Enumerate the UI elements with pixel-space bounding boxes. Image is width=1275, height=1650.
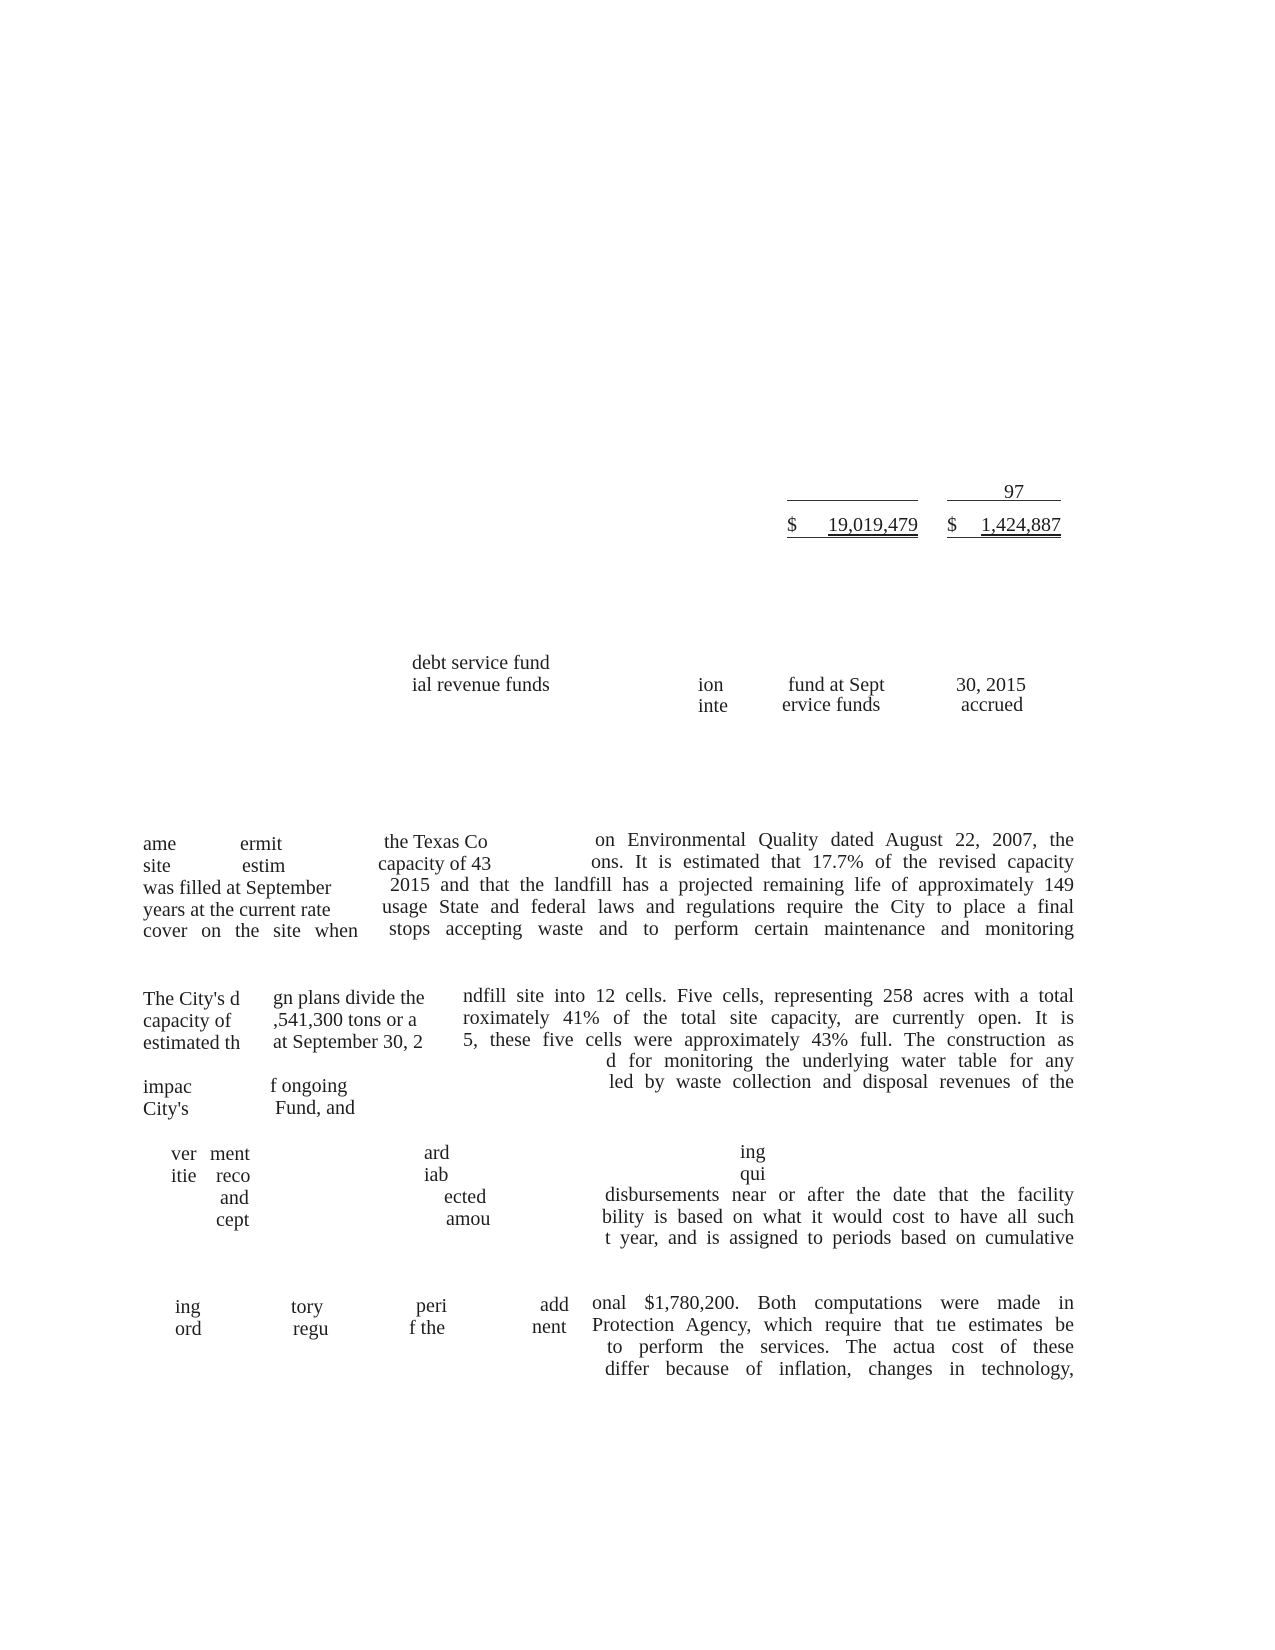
text-fragment: disbursements near or after the date that the facility — [605, 1184, 1074, 1206]
text-fragment: usage State and federal laws and regulations require the City to place a final — [382, 896, 1074, 918]
text-fragment: years at the current rate — [143, 899, 331, 921]
text-fragment: capacity of — [143, 1010, 232, 1032]
text-fragment: ord — [175, 1318, 202, 1340]
text-fragment: the Texas Co — [384, 831, 488, 853]
text-fragment: peri — [416, 1295, 448, 1317]
text-fragment: t year, and is assigned to periods based on cumulative — [605, 1227, 1074, 1249]
text-fragment: ame — [143, 833, 177, 855]
text-fragment: was filled at September — [143, 877, 332, 899]
text-fragment: cept — [216, 1209, 250, 1231]
text-fragment: ard — [424, 1142, 450, 1164]
text-fragment: estim — [242, 855, 286, 877]
text-fragment: ment — [210, 1143, 250, 1165]
currency-symbol-col2: $ — [947, 514, 957, 536]
text-fragment: site — [143, 855, 171, 877]
text-fragment: The City's d — [143, 988, 240, 1010]
text-fragment: led by waste collection and disposal revenues of the — [609, 1071, 1074, 1093]
table-total-col1: 19,019,479 — [828, 514, 918, 536]
fund-note-line3-d: accrued — [961, 694, 1024, 716]
text-fragment: iab — [424, 1164, 449, 1186]
table-total-col2: 1,424,887 — [981, 514, 1061, 536]
table-rule-col1 — [787, 500, 918, 501]
text-fragment: 5, these five cells were approximately 43% full. The construction as — [463, 1029, 1074, 1051]
text-fragment: d for monitoring the underlying water table for any — [606, 1050, 1074, 1072]
text-fragment: ing — [740, 1141, 766, 1163]
text-fragment: ermit — [240, 833, 283, 855]
text-fragment: ons. It is estimated that 17.7% of the revised capacity — [591, 851, 1074, 873]
fund-note-line2-d: 30, 2015 — [956, 674, 1026, 696]
fund-note-line2-a: ial revenue funds — [412, 674, 550, 696]
text-fragment: onal $1,780,200. Both computations were made in — [592, 1292, 1074, 1314]
text-fragment: ,541,300 tons or a — [273, 1009, 417, 1031]
text-fragment: itie — [171, 1165, 197, 1187]
text-fragment: and — [220, 1187, 249, 1209]
text-fragment: estimated th — [143, 1032, 241, 1054]
text-fragment: City's — [143, 1098, 189, 1120]
table-total-double-rule-2 — [947, 537, 1061, 538]
text-fragment: regu — [293, 1318, 329, 1340]
text-fragment: ndfill site into 12 cells. Five cells, representing 258 acres with a total — [463, 985, 1074, 1007]
text-fragment: 2015 and that the landfill has a projected remaining life of approximately 149 — [390, 874, 1074, 896]
text-fragment: to perform the services. The actua cost of these — [607, 1336, 1074, 1358]
text-fragment: stops accepting waste and to perform certain maintenance and monitoring — [389, 918, 1074, 940]
table-cell-row1-col2: 97 — [1004, 481, 1024, 503]
text-fragment: f ongoing — [270, 1075, 348, 1097]
text-fragment: reco — [216, 1165, 251, 1187]
text-fragment: at September 30, 2 — [273, 1031, 423, 1053]
fund-note-line1: debt service fund — [412, 652, 550, 674]
fund-note-line2-b: ion — [698, 674, 724, 696]
fund-note-line2-c: fund at Sept — [788, 674, 885, 696]
text-fragment: on Environmental Quality dated August 22, 2007, the — [595, 829, 1074, 851]
text-fragment: impac — [143, 1076, 192, 1098]
text-fragment: cover on the site when — [143, 920, 358, 942]
text-fragment: tory — [291, 1296, 324, 1318]
text-fragment: gn plans divide the — [273, 987, 425, 1009]
text-fragment: ected — [444, 1186, 487, 1208]
text-fragment: ver — [171, 1143, 197, 1165]
fund-note-line3-b: inte — [698, 695, 728, 717]
text-fragment: Protection Agency, which require that tıe estimates be — [592, 1314, 1074, 1336]
text-fragment: add — [540, 1294, 569, 1316]
text-fragment: differ because of inflation, changes in technology, — [605, 1358, 1074, 1380]
text-fragment: roximately 41% of the total site capacity, are currently open. It is — [463, 1007, 1074, 1029]
fund-note-line3-c: ervice funds — [782, 694, 881, 716]
text-fragment: f the — [409, 1317, 446, 1339]
text-fragment: bility is based on what it would cost to have all such — [602, 1206, 1074, 1228]
currency-symbol-col1: $ — [787, 514, 797, 536]
text-fragment: capacity of 43 — [378, 853, 492, 875]
text-fragment: amou — [446, 1208, 491, 1230]
table-total-double-rule-1 — [787, 537, 918, 538]
text-fragment: nent — [532, 1316, 567, 1338]
text-fragment: qui — [740, 1163, 766, 1185]
text-fragment: Fund, and — [275, 1097, 355, 1119]
text-fragment: ing — [175, 1296, 201, 1318]
